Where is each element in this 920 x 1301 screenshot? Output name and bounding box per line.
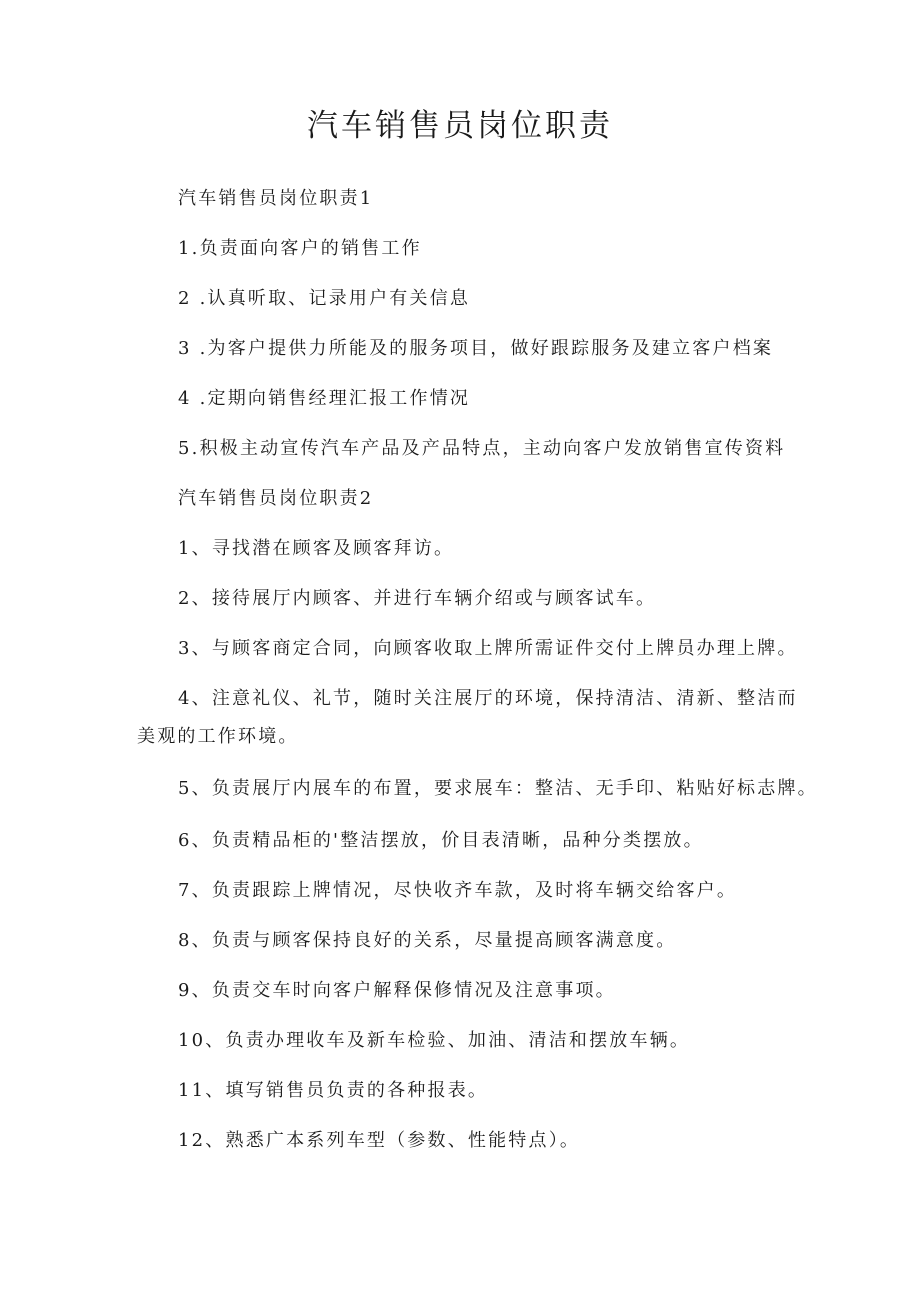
section-2-item-1: 1、寻找潜在顾客及顾客拜访。 bbox=[178, 538, 455, 559]
section-1-item-4: 4 .定期向销售经理汇报工作情况 bbox=[178, 388, 471, 409]
section-1-item-3: 3 .为客户提供力所能及的服务项目，做好跟踪服务及建立客户档案 bbox=[178, 338, 774, 359]
section-1-item-5: 5.积极主动宣传汽车产品及产品特点，主动向客户发放销售宣传资料 bbox=[178, 438, 786, 459]
section-1-heading: 汽车销售员岗位职责1 bbox=[178, 188, 374, 209]
section-1-item-1: 1.负责面向客户的销售工作 bbox=[178, 238, 422, 259]
section-2-item-3: 3、与顾客商定合同，向顾客收取上牌所需证件交付上牌员办理上牌。 bbox=[178, 638, 798, 659]
section-2-item-7: 7、负责跟踪上牌情况，尽快收齐车款，及时将车辆交给客户。 bbox=[178, 880, 738, 901]
section-1-item-2: 2 .认真听取、记录用户有关信息 bbox=[178, 288, 471, 309]
section-2-item-5: 5、负责展厅内展车的布置，要求展车：整洁、无手印、粘贴好标志牌。 bbox=[178, 778, 818, 799]
section-2-item-12: 12、熟悉广本系列车型（参数、性能特点）。 bbox=[178, 1130, 581, 1151]
section-2-item-2: 2、接待展厅内顾客、并进行车辆介绍或与顾客试车。 bbox=[178, 588, 657, 609]
section-2-item-11: 11、填写销售员负责的各种报表。 bbox=[178, 1080, 489, 1101]
document-title: 汽车销售员岗位职责 bbox=[307, 108, 613, 144]
section-2-item-6: 6、负责精品柜的'整洁摆放，价目表清晰，品种分类摆放。 bbox=[178, 830, 704, 851]
section-2-item-9: 9、负责交车时向客户解释保修情况及注意事项。 bbox=[178, 980, 616, 1001]
section-2-heading: 汽车销售员岗位职责2 bbox=[178, 488, 374, 509]
section-2-item-4-continuation: 美观的工作环境。 bbox=[137, 726, 299, 747]
section-2-item-8: 8、负责与顾客保持良好的关系，尽量提高顾客满意度。 bbox=[178, 930, 677, 951]
section-2-item-4: 4、注意礼仪、礼节，随时关注展厅的环境，保持清洁、清新、整洁而 bbox=[178, 688, 798, 709]
section-2-item-10: 10、负责办理收车及新车检验、加油、清洁和摆放车辆。 bbox=[178, 1030, 691, 1051]
